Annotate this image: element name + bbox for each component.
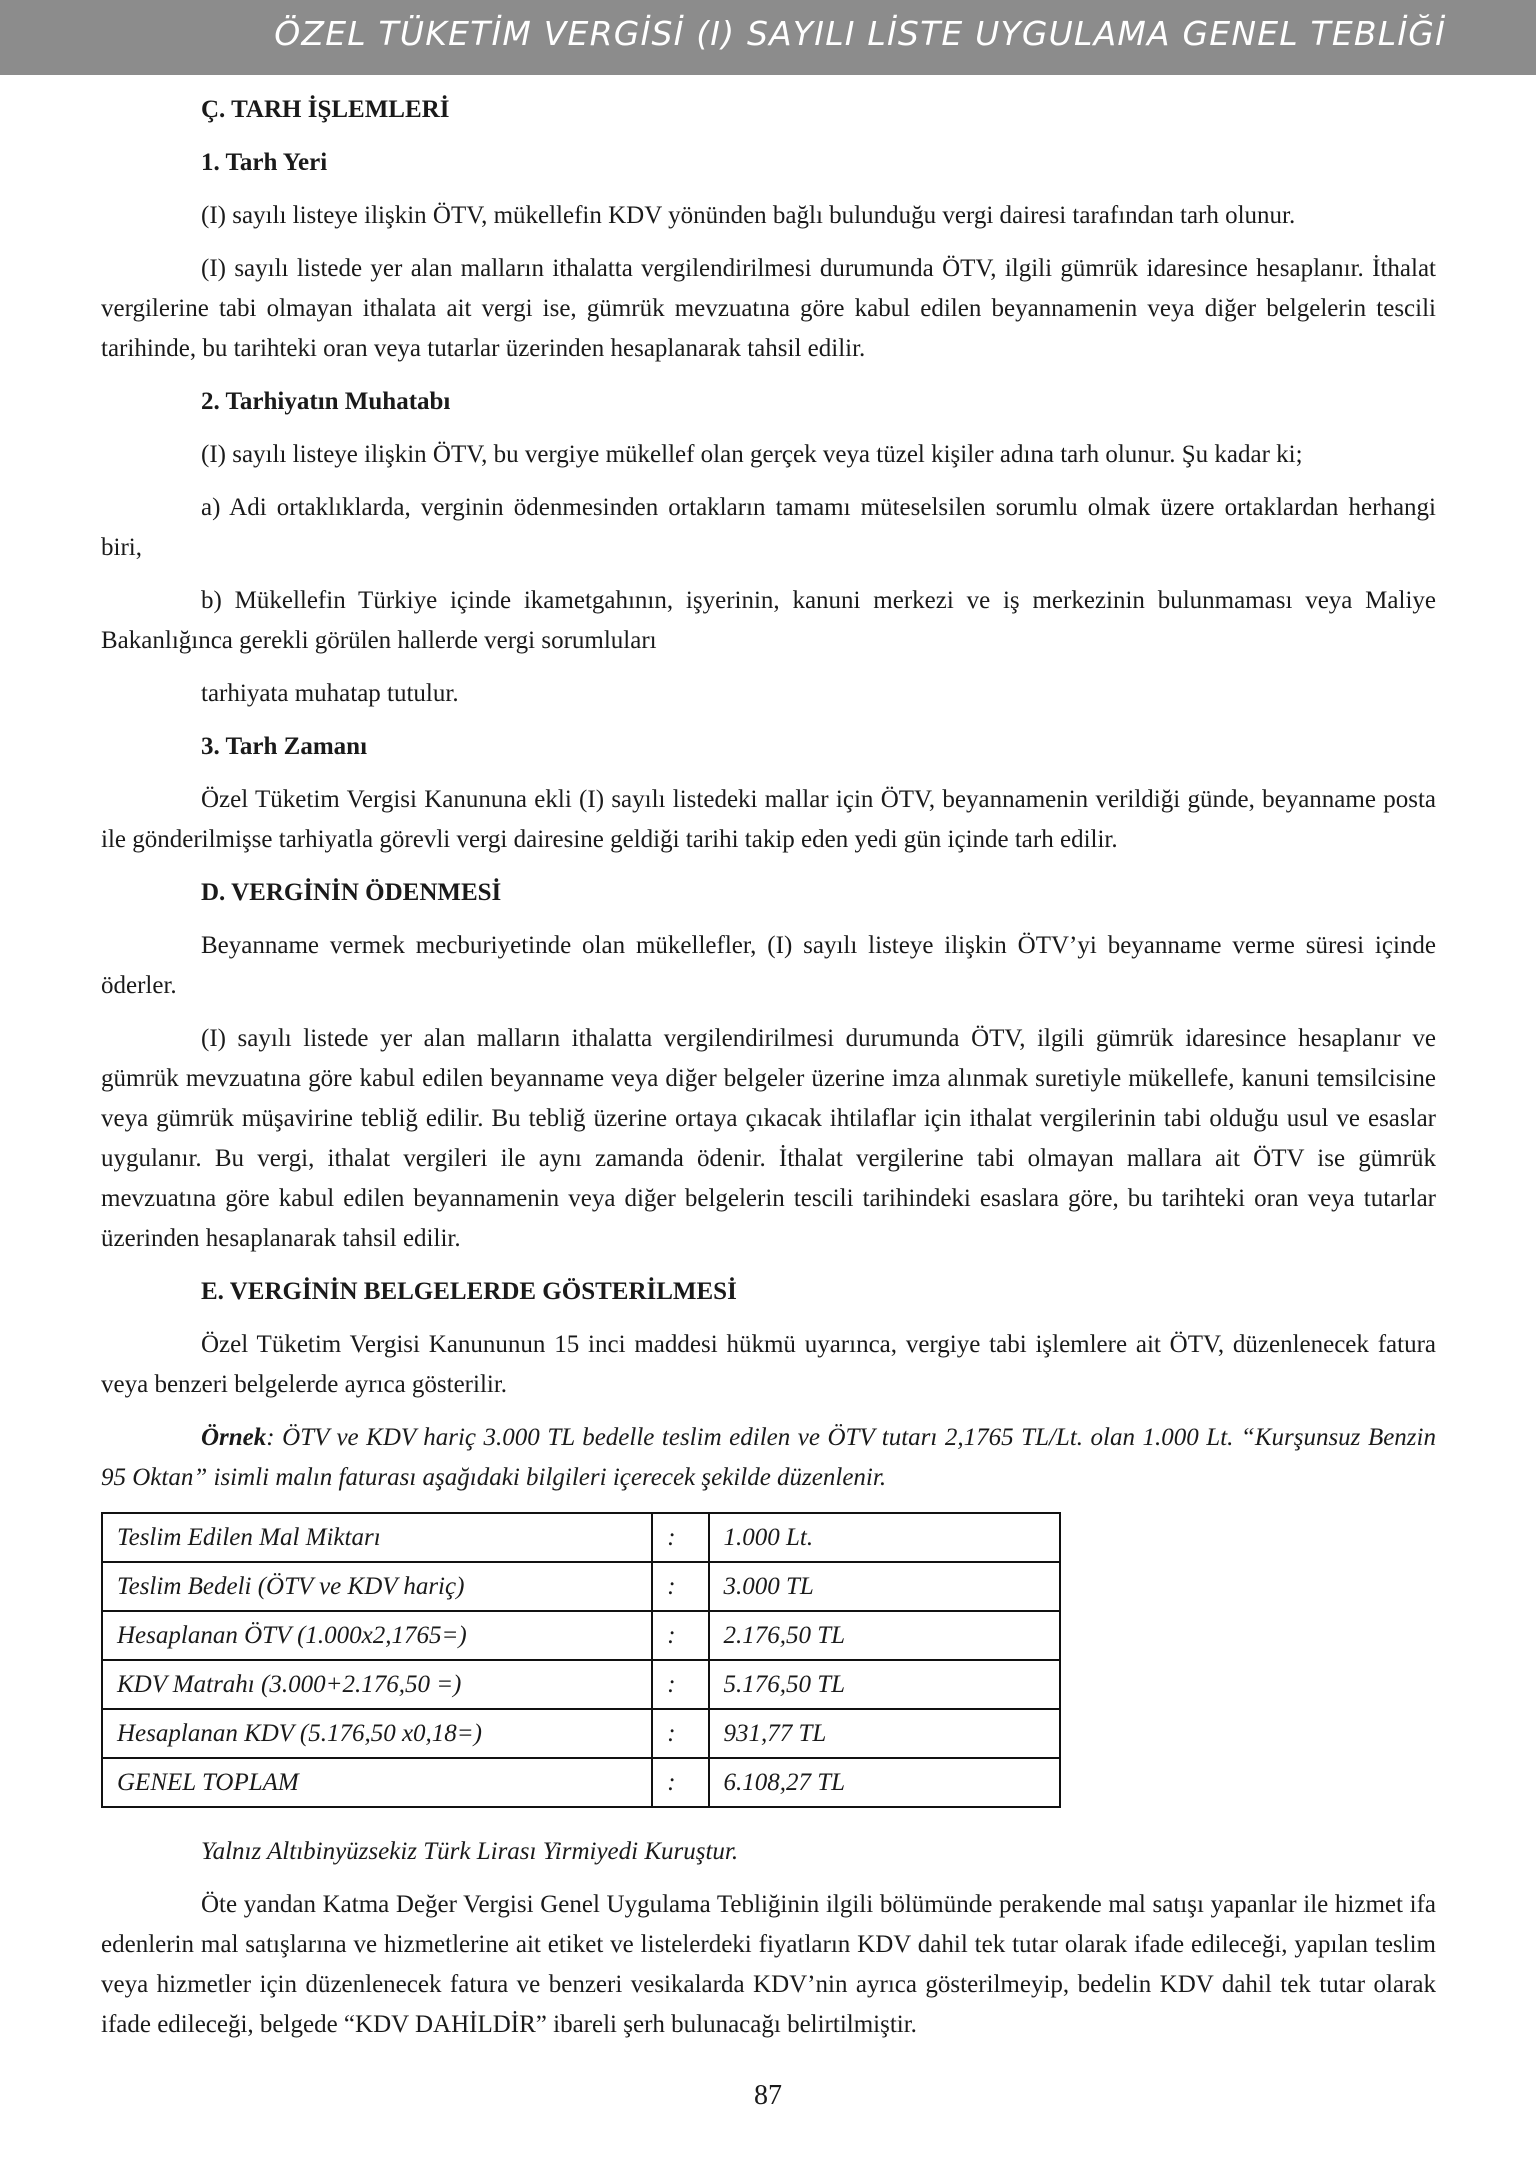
table-cell-label: Hesaplanan KDV (5.176,50 x0,18=) (102, 1709, 652, 1758)
paragraph: (I) sayılı listede yer alan malların ithalatta vergilendirilmesi durumunda ÖTV, ilgili gümrük idaresince hesaplanır. İthalat vergilerine tabi olmayan ithalata ait vergi ise, gümrük mevzuatına göre kabul edilen beyannamenin veya diğer belgelerin tescili tarihinde, bu tarihteki oran veya tutarlar üzerinden hesaplanarak tahsil edilir. (101, 255, 1436, 362)
table-cell-label: KDV Matrahı (3.000+2.176,50 =) (102, 1660, 652, 1709)
table-cell-separator: : (652, 1709, 708, 1758)
example-label: Örnek (201, 1424, 267, 1451)
table-row (102, 1660, 1060, 1709)
list-item-a: a) Adi ortaklıklarda, verginin ödenmesinden ortakların tamamı müteselsilen sorumlu olmak üzere ortaklardan herhangi biri, (101, 494, 1436, 561)
paragraph: Beyanname vermek mecburiyetinde olan mükellefler, (I) sayılı listeye ilişkin ÖTV’yi beyanname verme süresi içinde öderler. (101, 932, 1436, 999)
subsection-title-tarhiyatin-muhatabi: 2. Tarhiyatın Muhatabı (201, 388, 451, 415)
table-cell-label: Teslim Edilen Mal Miktarı (102, 1513, 652, 1562)
paragraph: Özel Tüketim Vergisi Kanununa ekli (I) sayılı listedeki mallar için ÖTV, beyannamenin verildiği günde, beyanname posta ile gönderilmişse tarhiyatla görevli vergi dairesine geldiği tarihi takip eden yedi gün içinde tarh edilir. (101, 786, 1436, 853)
table-cell-separator: : (652, 1611, 708, 1660)
subsection-title-tarh-yeri: 1. Tarh Yeri (201, 149, 328, 176)
table-row (102, 1611, 1060, 1660)
paragraph: (I) sayılı listeye ilişkin ÖTV, mükellefin KDV yönünden bağlı bulunduğu vergi dairesi tarafından tarh olunur. (201, 202, 1296, 229)
example-paragraph (101, 1418, 1436, 1498)
table-cell-value: 1.000 Lt. (709, 1513, 1060, 1562)
table-row (102, 1513, 1060, 1562)
table-cell-label: GENEL TOPLAM (102, 1758, 652, 1807)
section-title-tarh-islemleri: Ç. TARH İŞLEMLERİ (201, 96, 450, 123)
paragraph: (I) sayılı listeye ilişkin ÖTV, bu vergiye mükellef olan gerçek veya tüzel kişiler adına tarh olunur. Şu kadar ki; (201, 441, 1303, 468)
page-content (101, 90, 1436, 2058)
table-cell-separator: : (652, 1660, 708, 1709)
page-number: 87 (754, 2080, 782, 2111)
table-cell-value: 6.108,27 TL (709, 1758, 1060, 1807)
running-header-title: ÖZEL TÜKETİM VERGİSİ (I) SAYILI LİSTE UYGULAMA GENEL TEBLİĞİ (274, 14, 1446, 53)
table-cell-separator: : (652, 1513, 708, 1562)
invoice-table (101, 1512, 1061, 1808)
table-cell-value: 2.176,50 TL (709, 1611, 1060, 1660)
table-cell-separator: : (652, 1562, 708, 1611)
paragraph: Özel Tüketim Vergisi Kanununun 15 inci maddesi hükmü uyarınca, vergiye tabi işlemlere ait ÖTV, düzenlenecek fatura veya benzeri belgelerde ayrıca gösterilir. (101, 1331, 1436, 1398)
table-cell-label: Hesaplanan ÖTV (1.000x2,1765=) (102, 1611, 652, 1660)
section-title-verginin-odenmesi: D. VERGİNİN ÖDENMESİ (201, 879, 502, 906)
header-band (0, 0, 1536, 75)
table-cell-value: 5.176,50 TL (709, 1660, 1060, 1709)
table-cell-separator: : (652, 1758, 708, 1807)
table-cell-label: Teslim Bedeli (ÖTV ve KDV hariç) (102, 1562, 652, 1611)
table-cell-value: 931,77 TL (709, 1709, 1060, 1758)
subsection-title-tarh-zamani: 3. Tarh Zamanı (201, 733, 368, 760)
table-row-total (102, 1758, 1060, 1807)
list-item-b: b) Mükellefin Türkiye içinde ikametgahının, işyerinin, kanuni merkezi ve iş merkezinin bulunmaması veya Maliye Bakanlığınca gerekli görülen hallerde vergi sorumluları (101, 587, 1436, 654)
table-row (102, 1562, 1060, 1611)
amount-in-words: Yalnız Altıbinyüzsekiz Türk Lirası Yirmiyedi Kuruştur. (201, 1838, 739, 1865)
paragraph: Öte yandan Katma Değer Vergisi Genel Uygulama Tebliğinin ilgili bölümünde perakende mal satışı yapanlar ile hizmet ifa edenlerin mal satışlarına ve hizmetlerine ait etiket ve listelerdeki fiyatların KDV dahil tek tutar olarak ifade edileceği, yapılan teslim veya hizmetler için düzenlenecek fatura ve benzeri vesikalarda KDV’nin ayrıca gösterilmeyip, bedelin KDV dahil tek tutar olarak ifade edileceği, belgede “KDV DAHİLDİR” ibareli şerh bulunacağı belirtilmiştir. (101, 1891, 1436, 2038)
paragraph: (I) sayılı listede yer alan malların ithalatta vergilendirilmesi durumunda ÖTV, ilgili gümrük idaresince hesaplanır ve gümrük mevzuatına göre kabul edilen beyanname veya diğer belgeler üzerine imza alınmak suretiyle mükellefe, kanuni temsilcisine veya gümrük müşavirine tebliğ edilir. Bu tebliğ üzerine ortaya çıkacak ihtilaflar için ithalat vergilerinin tabi olduğu usul ve esaslar uygulanır. Bu vergi, ithalat vergileri ile aynı zamanda ödenir. İthalat vergilerine tabi olmayan mallara ait ÖTV ise gümrük mevzuatına göre kabul edilen beyannamenin veya diğer belgelerin tescili tarihindeki esaslara göre, bu tarihteki oran veya tutarlar üzerinden hesaplanarak tahsil edilir. (101, 1025, 1436, 1252)
table-row (102, 1709, 1060, 1758)
paragraph: tarhiyata muhatap tutulur. (201, 680, 459, 707)
example-text: : ÖTV ve KDV hariç 3.000 TL bedelle teslim edilen ve ÖTV tutarı 2,1765 TL/Lt. olan 1.000 Lt. “Kurşunsuz Benzin 95 Oktan” isimli malın faturası aşağıdaki bilgileri içerecek şekilde düzenlenir. (101, 1424, 1436, 1491)
table-cell-value: 3.000 TL (709, 1562, 1060, 1611)
section-title-belgelerde-gosterilmesi: E. VERGİNİN BELGELERDE GÖSTERİLMESİ (201, 1278, 737, 1305)
